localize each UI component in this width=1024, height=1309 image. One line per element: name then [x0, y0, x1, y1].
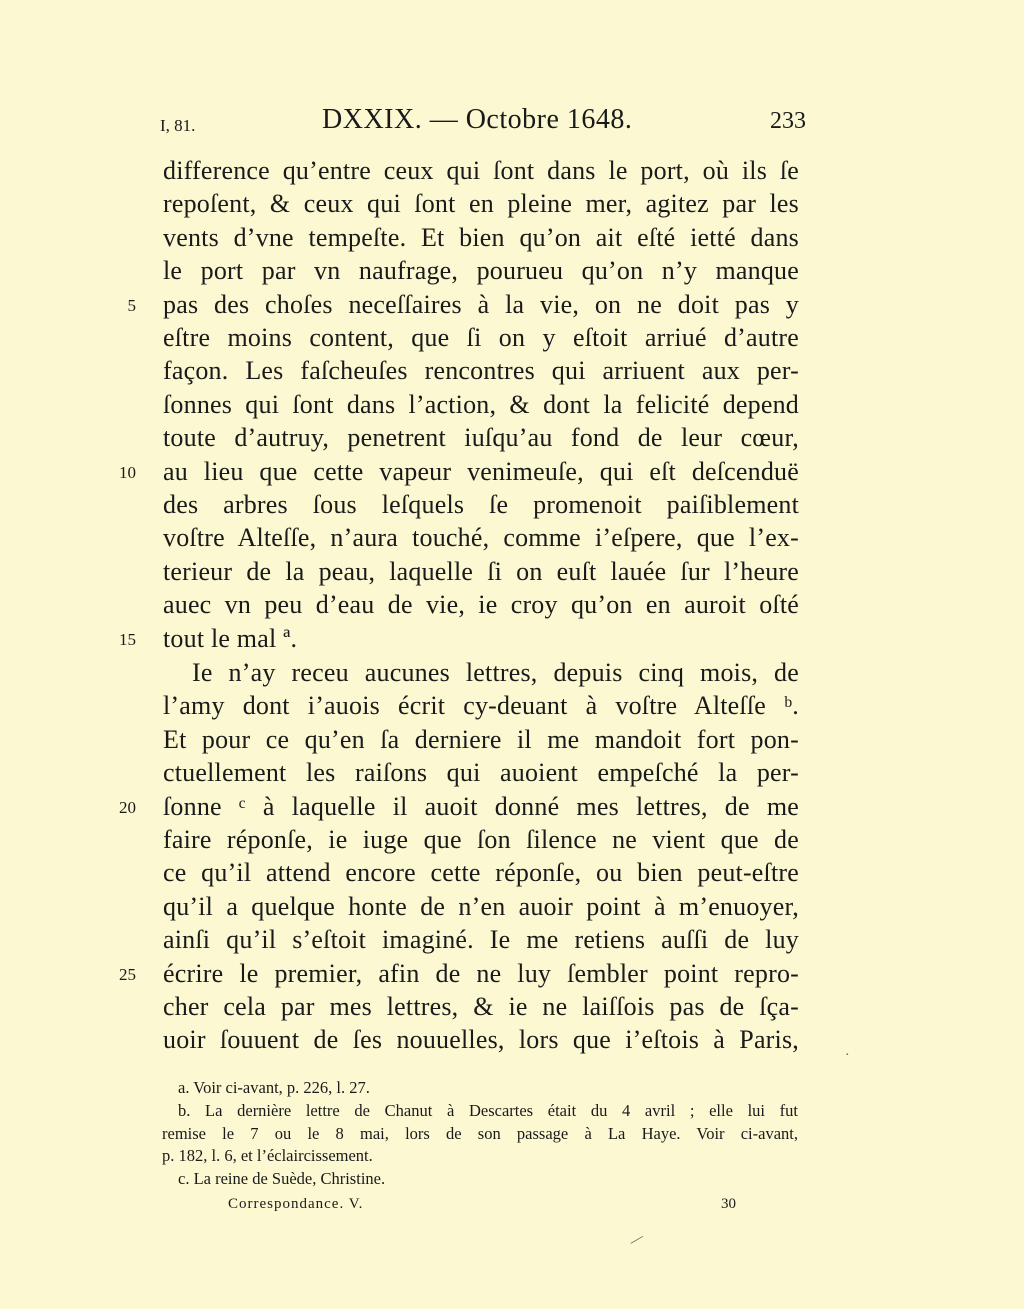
- body-line: toute d’autruy, penetrent iuſqu’au fond de leur cœur,: [163, 423, 799, 452]
- signature-mark: 30: [721, 1196, 736, 1212]
- body-line: repoſent, & ceux qui ſont en pleine mer, agitez par les: [163, 189, 799, 218]
- body-line: qu’il a quelque honte de n’en auoir point à m’enuoyer,: [163, 892, 799, 921]
- body-line: ctuellement les raiſons qui auoient empeſché la per-: [163, 758, 799, 787]
- volume-title: Correspondance. V.: [228, 1196, 364, 1212]
- print-speck: —: [626, 1229, 647, 1250]
- body-line: voſtre Alteſſe, n’aura touché, comme i’eſpere, que l’ex-: [163, 523, 799, 552]
- line-number: 15: [119, 630, 136, 649]
- line-number: 5: [127, 296, 136, 315]
- line-number: 10: [119, 463, 136, 482]
- body-line: le port par vn naufrage, pourueu qu’on n’y manque: [163, 256, 799, 285]
- body-line: faire réponſe, ie iuge que ſon ſilence ne vient que de: [163, 825, 799, 854]
- body-line: ſonnes qui ſont dans l’action, & dont la felicité depend: [163, 390, 799, 419]
- body-line: pas des choſes neceſſaires à la vie, on ne doit pas y: [163, 290, 799, 319]
- footnote-b: b. La dernière lettre de Chanut à Descartes était du 4 avril ; elle lui fut: [178, 1101, 798, 1120]
- body-line: uoir ſouuent de ſes nouuelles, lors que i’eſtois à Paris,: [163, 1025, 799, 1054]
- line-number: 25: [119, 965, 136, 984]
- body-line: écrire le premier, afin de ne luy ſembler point repro-: [163, 959, 799, 988]
- body-line: Et pour ce qu’en ſa derniere il me mandoit fort pon-: [163, 725, 799, 754]
- body-line: auec vn peu d’eau de vie, ie croy qu’on en auroit oſté: [163, 590, 799, 619]
- body-line: ſonne ᶜ à laquelle il auoit donné mes lettres, de me: [163, 792, 799, 821]
- footnote-b-continued: remise le 7 ou le 8 mai, lors de son passage à La Haye. Voir ci-avant,: [162, 1124, 798, 1143]
- volume-reference: I, 81.: [160, 116, 196, 135]
- paragraph-start-line: Ie n’ay receu aucunes lettres, depuis cinq mois, de: [192, 658, 799, 687]
- body-line: difference qu’entre ceux qui ſont dans le port, où ils ſe: [163, 156, 799, 185]
- body-line: ce qu’il attend encore cette réponſe, ou bien peut-eſtre: [163, 858, 799, 887]
- body-line: au lieu que cette vapeur venimeuſe, qui eſt deſcenduë: [163, 457, 799, 486]
- body-line: tout le mal ª.: [163, 624, 298, 653]
- page-footer: [228, 1196, 736, 1218]
- letter-title: DXXIX. — Octobre 1648.: [322, 104, 633, 135]
- body-line: l’amy dont i’auois écrit cy-deuant à voſtre Alteſſe ᵇ.: [163, 691, 799, 720]
- footnote-a: a. Voir ci-avant, p. 226, l. 27.: [178, 1078, 370, 1097]
- footnote-c: c. La reine de Suède, Christine.: [178, 1169, 386, 1188]
- body-line: façon. Les faſcheuſes rencontres qui arriuent aux per-: [163, 356, 799, 385]
- body-line: cher cela par mes lettres, & ie ne laiſſois pas de ſça-: [163, 992, 799, 1021]
- body-line: terieur de la peau, laquelle ſi on euſt lauée ſur l’heure: [163, 557, 799, 586]
- page-number: 233: [770, 108, 806, 134]
- body-line: des arbres ſous leſquels ſe promenoit paiſiblement: [163, 490, 799, 519]
- line-number: 20: [119, 798, 136, 817]
- print-speck: ·: [845, 1048, 850, 1063]
- page-header: [160, 104, 806, 144]
- body-line: ainſi qu’il s’eſtoit imaginé. Ie me retiens auſſi de luy: [163, 925, 799, 954]
- body-line: vents d’vne tempeſte. Et bien qu’on ait eſté ietté dans: [163, 223, 799, 252]
- body-line: eſtre moins content, que ſi on y eſtoit arriué d’autre: [163, 323, 799, 352]
- footnote-b-continued: p. 182, l. 6, et l’éclaircissement.: [162, 1146, 373, 1165]
